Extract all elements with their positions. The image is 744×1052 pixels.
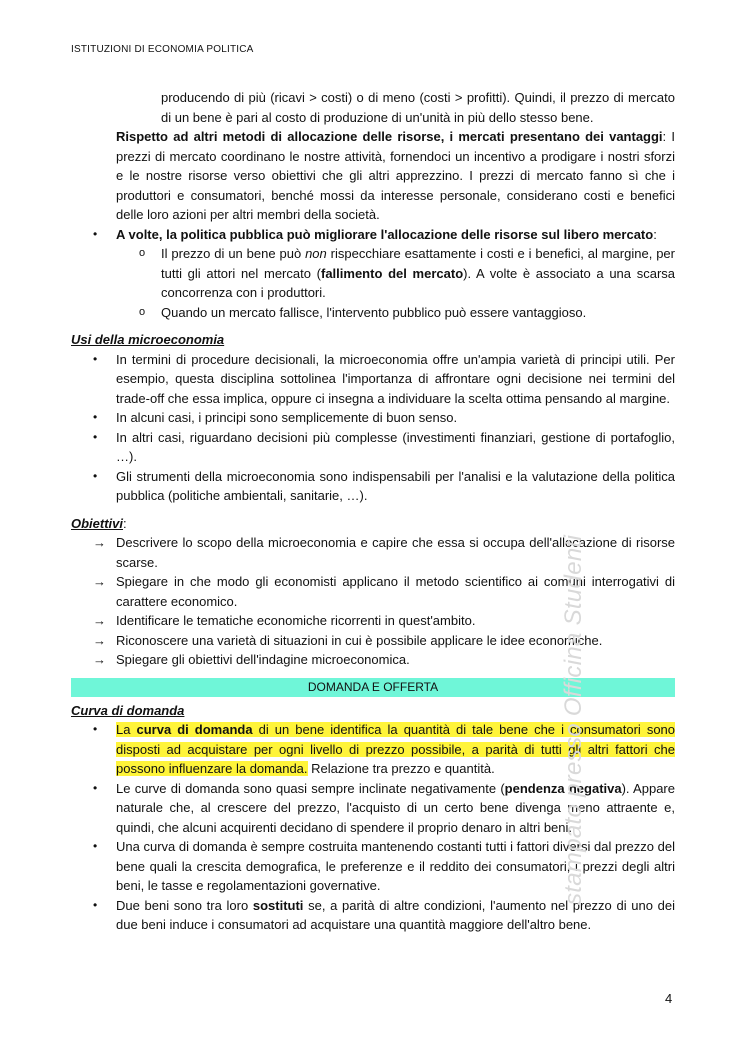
list-item: • Le curve di domanda sono quasi sempre inclinate negativamente (pendenza negativa). Appare naturale che, al crescere del prezzo, l'acquisto di un certo bene divenga meno attraente e, quindi, che alcuni acquirenti decidano di spendere il proprio denaro in altri beni. (71, 779, 675, 838)
section-title-obiettivi-line: Obiettivi: (71, 515, 127, 531)
list-item-policy: • A volte, la politica pubblica può migliorare l'allocazione delle risorse sul libero mercato: (71, 225, 675, 245)
page-number: 4 (665, 991, 673, 1006)
section-banner: DOMANDA E OFFERTA (71, 678, 675, 697)
list-item: • Due beni sono tra loro sostituti se, a parità di altre condizioni, l'aumento nel prezzo di uno dei due beni induce i consumatori ad acquistare una quantità maggiore dell'altro bene. (71, 896, 675, 935)
list-item: • In altri casi, riguardano decisioni più complesse (investimenti finanziari, gestione di portafoglio, …). (71, 428, 675, 467)
watermark: stampato presso Officina Studenti (560, 534, 587, 905)
list-item: → Identificare le tematiche economiche ricorrenti in quest'ambito. (71, 611, 675, 631)
usi-list (71, 350, 675, 506)
list-item: • In alcuni casi, i principi sono semplicemente di buon senso. (71, 408, 675, 428)
running-header: ISTITUZIONI DI ECONOMIA POLITICA (71, 44, 254, 55)
sub-item-market-failure: o Il prezzo di un bene può non rispecchiare esattamente i costi e i benefici, al margine, per tutti gli attori nel mercato (fallimento del mercato). A volte è associato a una scarsa concorrenza con i produttori. (139, 246, 676, 300)
right-arrow-icon: → (93, 652, 106, 667)
list-item: → Descrivere lo scopo della microeconomia e capire che essa si occupa dell'allocazione di risorse scarse. (93, 535, 675, 570)
list-item: • Una curva di domanda è sempre costruita mantenendo costanti tutti i fattori diversi dal prezzo del bene quali la crescita demografica, le preferenze e il reddito dei consumatori, i prezzi degli altri beni, le tasse e regolamentazioni governative. (71, 837, 675, 896)
section-title-obiettivi: Obiettivi (71, 515, 124, 531)
section-title-usi: Usi della microeconomia (71, 332, 225, 347)
right-arrow-icon: → (93, 535, 106, 550)
continued-paragraph: producendo di più (ricavi > costi) o di meno (costi > profitti). Quindi, il prezzo di mercato di un bene è pari al costo di produzione di un'unità in più dello stesso bene. (161, 90, 675, 125)
right-arrow-icon: → (93, 574, 106, 589)
highlighted-definition: La curva di domanda di un bene identifica la quantità di tale bene che i consumatori sono disposti ad acquistare per ogni livello di prezzo possibile, a parità di tutti gli altri fattori che possono influenzare la domanda. (116, 722, 676, 776)
sub-item-public-intervention: o Quando un mercato fallisce, l'intervento pubblico può essere vantaggioso. (71, 303, 675, 323)
list-item: • Gli strumenti della microeconomia sono indispensabili per l'analisi e la valutazione della politica pubblica (politiche ambientali, sanitarie, …). (71, 467, 675, 506)
list-item: • In termini di procedure decisionali, la microeconomia offre un'ampia varietà di principi utili. Per esempio, questa disciplina sottolinea l'importanza di affrontare ogni decisione nei termini del trade-off che essa implica, oppure ci insegna a individuare la scelta ottima pensando al margine. (71, 350, 675, 409)
market-advantages-paragraph: Rispetto ad altri metodi di allocazione delle risorse, i mercati presentano dei vantaggi: I prezzi di mercato coordinano le nostre attività, fornendoci un incentivo a prodigare i nostri sforzi e le nostre risorse verso obiettivi che gli altri apprezzino. I prezzi di mercato fanno sì che i produttori e consumatori, benché mossi da interesse personale, considerano costi e benefici delle loro azioni per altri membri della società. (116, 129, 675, 222)
right-arrow-icon: → (93, 632, 106, 648)
right-arrow-icon: → (93, 613, 106, 628)
circle-bullet-icon: o (139, 305, 146, 318)
circle-bullet-icon: o (139, 247, 146, 259)
list-item-definition: • La curva di domanda di un bene identifica la quantità di tale bene che i consumatori sono disposti ad acquistare per ogni livello di prezzo possibile, a parità di tutti gli altri fattori che possono influenzare la domanda. Relazione tra prezzo e quantità. (71, 720, 675, 779)
advantages-heading: Rispetto ad altri metodi di allocazione delle risorse, i mercati presentano dei vantaggi (116, 129, 663, 144)
list-item: → Spiegare in che modo gli economisti applicano il metodo scientifico ai comuni interrogativi di carattere economico. (93, 574, 675, 609)
section-title-curva: Curva di domanda (71, 702, 185, 718)
policy-list (71, 225, 675, 323)
list-item: → Spiegare gli obiettivi dell'indagine microeconomica. (71, 650, 675, 670)
list-item: → Riconoscere una varietà di situazioni in cui è possibile applicare le idee economiche. (71, 631, 675, 651)
